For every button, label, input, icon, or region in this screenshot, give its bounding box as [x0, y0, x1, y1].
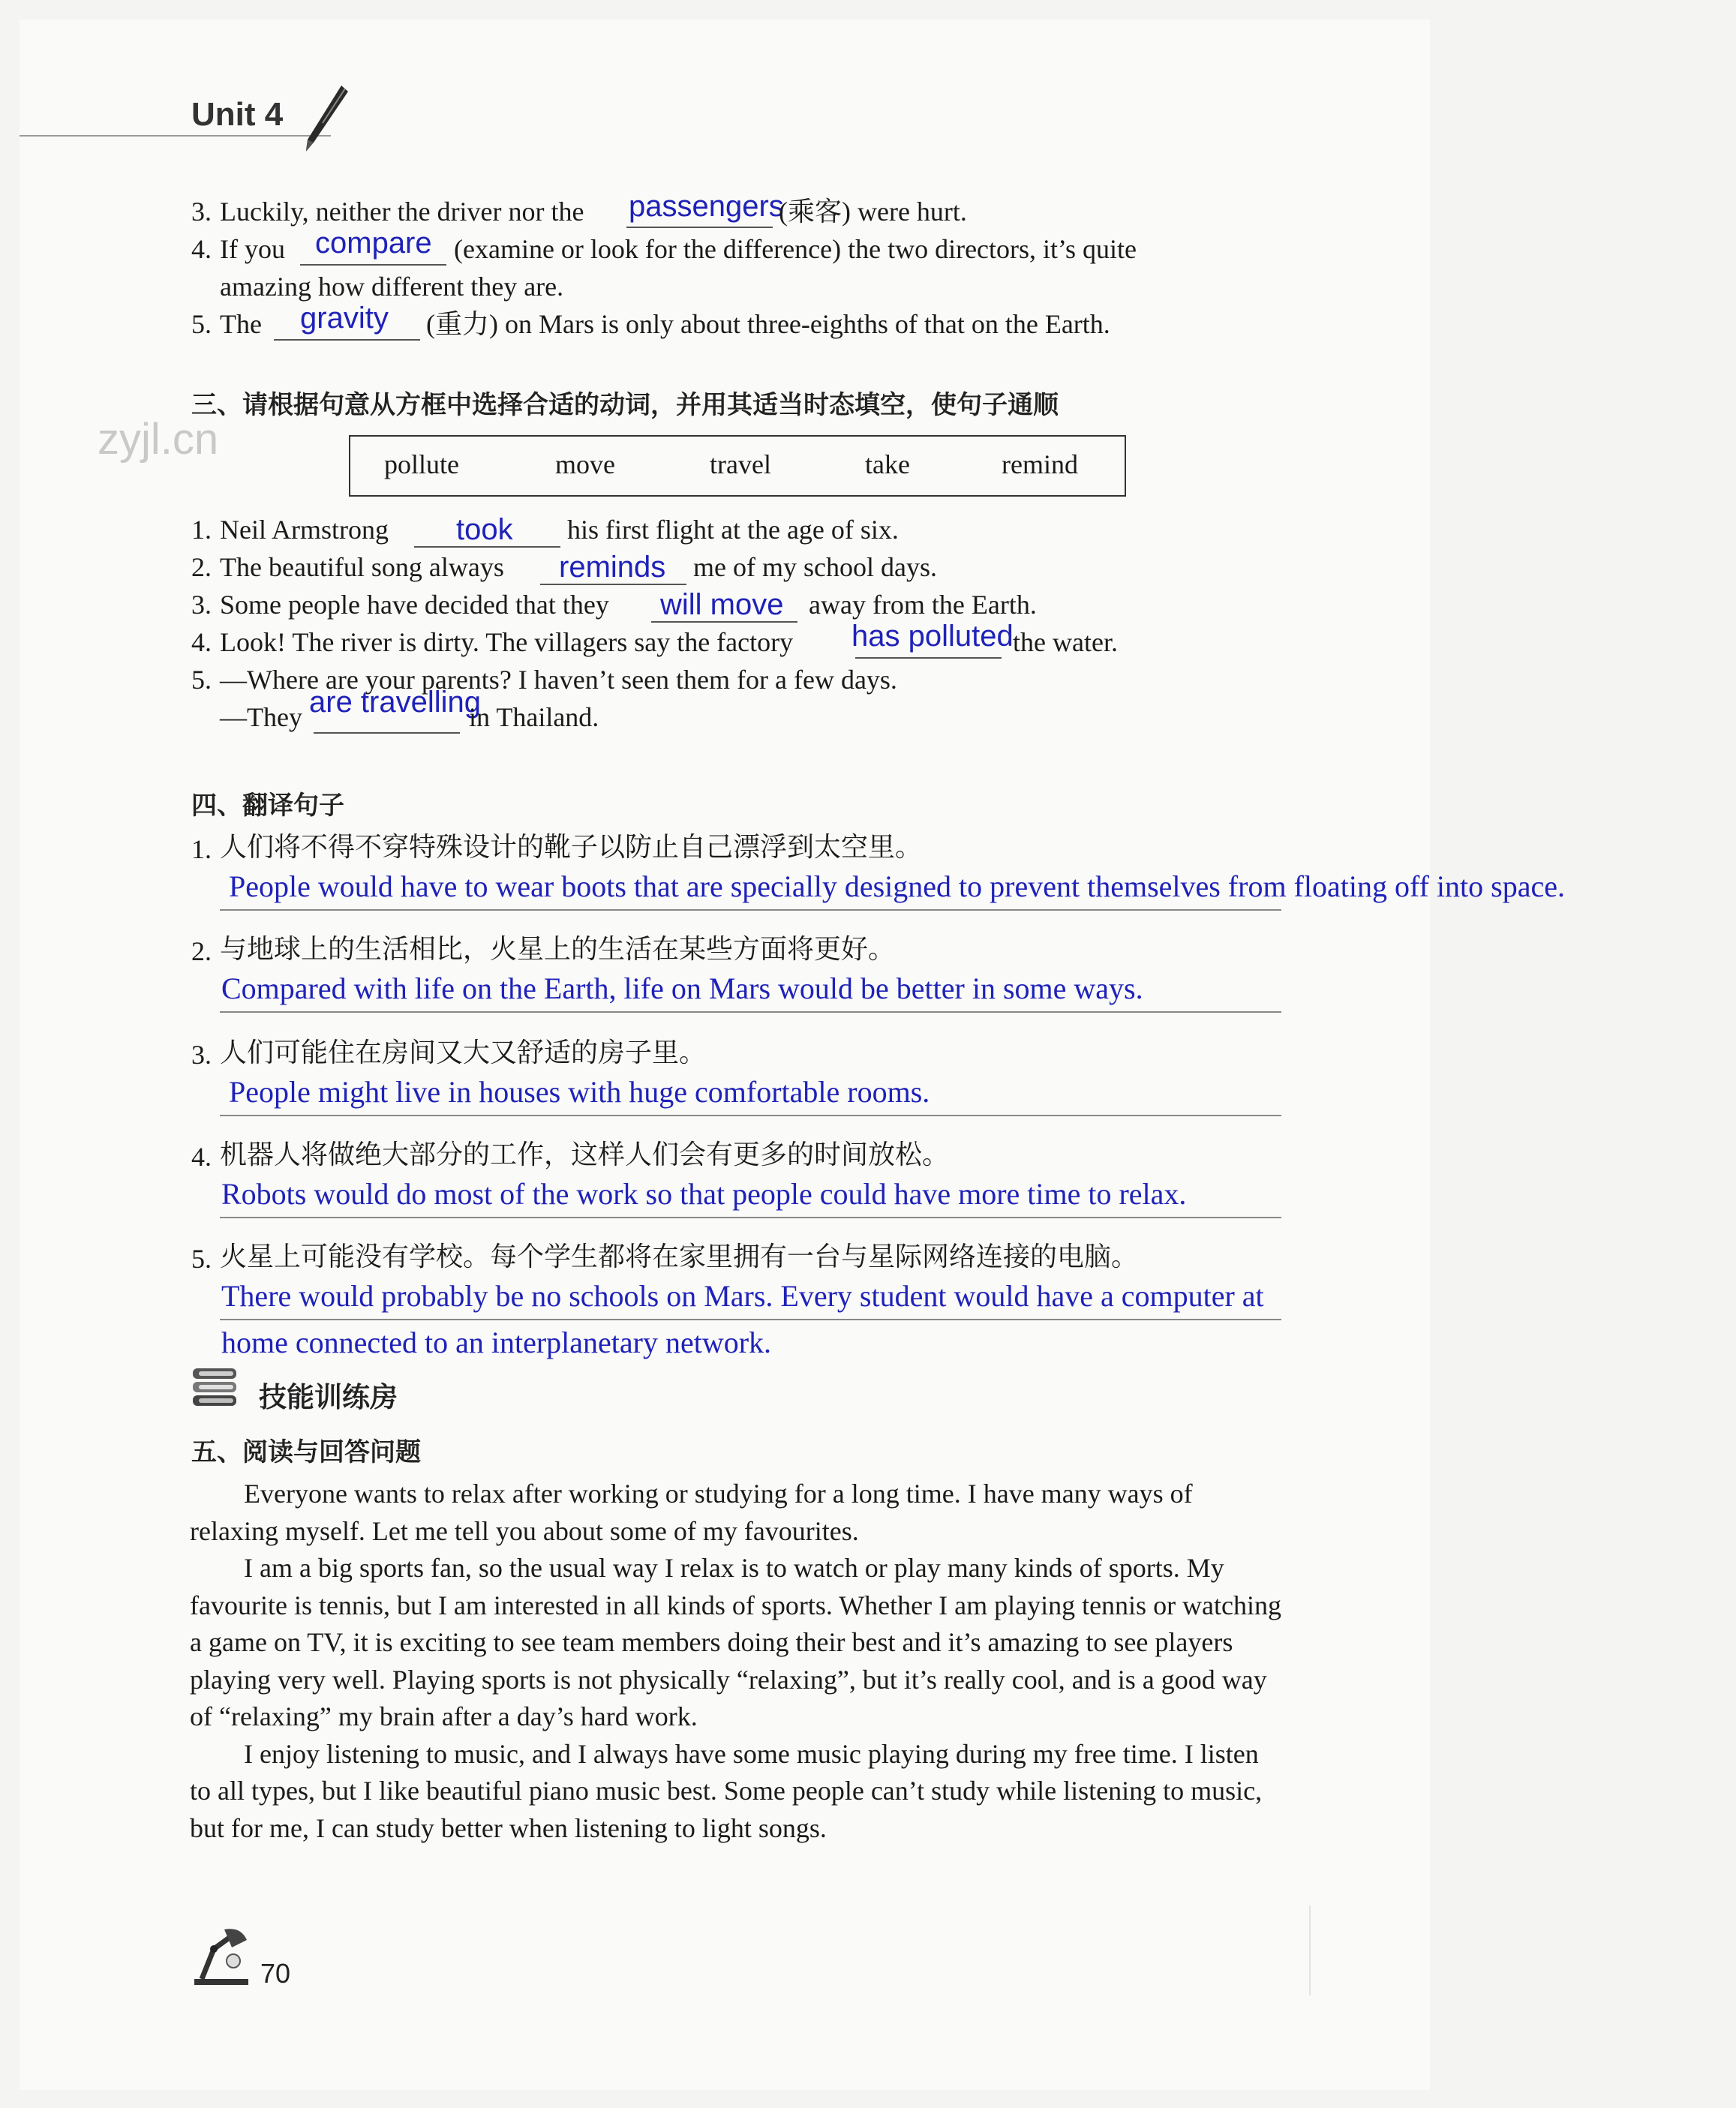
s3-item2-num: 2. [191, 552, 212, 582]
s3-item5-blank [314, 732, 460, 734]
s4-item3-num: 3. [191, 1040, 212, 1070]
s3-item1-before: Neil Armstrong [220, 515, 389, 545]
s2-item4-before: If you [220, 234, 285, 264]
s4-item3-line [220, 1115, 1281, 1116]
s4-item5-answer: There would probably be no schools on Mars. Every student would have a computer at [221, 1279, 1264, 1313]
s4-item2-line [220, 1011, 1281, 1013]
s3-item5-before: —They [220, 702, 302, 732]
s4-item5-prompt: 火星上可能没有学校。每个学生都将在家里拥有一台与星际网络连接的电脑。 [220, 1242, 1139, 1272]
s3-item4-num: 4. [191, 627, 212, 657]
section4-heading: 四、翻译句子 [191, 791, 344, 821]
s2-item5-answer: gravity [300, 302, 389, 335]
s4-item5-num: 5. [191, 1244, 212, 1274]
s4-item5-answer-line2: home connected to an interplanetary network. [221, 1326, 772, 1359]
word-box-item: take [865, 449, 910, 479]
s4-item5-line [220, 1319, 1281, 1320]
s2-item5-blank [274, 339, 420, 341]
unit-title: Unit 4 [191, 96, 284, 133]
pen-icon [300, 83, 353, 158]
s2-item4-blank [300, 264, 446, 266]
s4-item4-prompt: 机器人将做绝大部分的工作，这样人们会有更多的时间放松。 [220, 1140, 950, 1170]
s2-item3-num: 3. [191, 197, 212, 227]
section3-heading: 三、请根据句意从方框中选择合适的动词，并用其适当时态填空，使句子通顺 [191, 390, 1059, 420]
s4-item4-num: 4. [191, 1142, 212, 1172]
s4-item1-num: 1. [191, 834, 212, 864]
s2-item5-before: The [220, 309, 262, 339]
s4-item2-num: 2. [191, 936, 212, 966]
s3-item3-answer: will move [660, 588, 784, 621]
s3-item3-blank [651, 621, 797, 623]
passage-paragraph: Everyone wants to relax after working or studying for a long time. I have many ways of relaxing myself. Let me tell you about some of my favourites. [190, 1479, 1193, 1546]
section5-heading: 五、阅读与回答问题 [191, 1437, 421, 1467]
s3-item2-before: The beautiful song always [220, 552, 504, 582]
s4-item1-prompt: 人们将不得不穿特殊设计的靴子以防止自己漂浮到太空里。 [220, 832, 923, 863]
s2-item3-blank [626, 227, 773, 228]
s4-item3-answer: People might live in houses with huge comfortable rooms. [229, 1075, 930, 1109]
passage-paragraph: I enjoy listening to music, and I always have some music playing during my free time. I listen to all types, but I like beautiful piano music best. Some people can’t study while listening to music, but for me, I can study better when listening to light songs. [190, 1738, 1263, 1843]
word-box-item: move [555, 449, 615, 479]
word-box-item: pollute [384, 449, 459, 479]
s4-item2-answer: Compared with life on the Earth, life on Mars would be better in some ways. [221, 971, 1143, 1005]
s2-item4-answer: compare [315, 227, 432, 260]
s3-item2-after: me of my school days. [693, 552, 937, 582]
s3-item4-blank [855, 657, 1002, 659]
word-box-item: remind [1002, 449, 1078, 479]
desk-lamp-icon [191, 1926, 253, 1986]
s3-item4-after: the water. [1013, 627, 1118, 657]
s3-item2-blank [540, 584, 686, 585]
s2-item3-before: Luckily, neither the driver nor the [220, 197, 584, 227]
s4-item1-line [220, 909, 1281, 911]
s3-item5-after: in Thailand. [469, 702, 599, 732]
s2-item4-line2: amazing how different they are. [220, 272, 564, 302]
s4-item2-prompt: 与地球上的生活相比，火星上的生活在某些方面将更好。 [220, 934, 896, 965]
s2-item3-after: (乘客) were hurt. [779, 197, 967, 227]
s2-item5-after: (重力) on Mars is only about three-eighths of that on the Earth. [426, 309, 1110, 339]
s3-item1-blank [414, 546, 560, 548]
s3-item3-after: away from the Earth. [809, 590, 1037, 620]
s3-item5-answer: are travelling [309, 686, 482, 719]
s3-item4-before: Look! The river is dirty. The villagers say the factory [220, 627, 794, 657]
s3-item1-num: 1. [191, 515, 212, 545]
s3-item3-num: 3. [191, 590, 212, 620]
s4-item3-prompt: 人们可能住在房间又大又舒适的房子里。 [220, 1037, 707, 1068]
s4-item4-answer: Robots would do most of the work so that people could have more time to relax. [221, 1177, 1187, 1211]
passage-paragraph: I am a big sports fan, so the usual way I relax is to watch or play many kinds of sports. My favourite is tennis, but I am interested in all kinds of sports. Whether I am playing tennis or watching a game on TV, it is exciting to see team members doing their best and it’s amazing to see players playing very well. Playing sports is not physically “relaxing”, but it’s really cool, and is a good way of “relaxing” my brain after a day’s hard work. [190, 1553, 1282, 1731]
word-box-item: travel [710, 449, 771, 479]
s3-item4-answer: has polluted [851, 620, 1014, 653]
page-number: 70 [260, 1958, 291, 1989]
s3-item5-question: —Where are your parents? I haven’t seen them for a few days. [220, 665, 897, 695]
reading-passage [190, 1476, 1285, 1847]
s3-item2-answer: reminds [559, 551, 666, 584]
skills-title: 技能训练房 [259, 1381, 398, 1413]
s3-item1-after: his first flight at the age of six. [567, 515, 899, 545]
s2-item4-num: 4. [191, 234, 212, 264]
s4-item4-line [220, 1217, 1281, 1218]
s3-item5-num: 5. [191, 665, 212, 695]
s2-item4-after: (examine or look for the difference) the two directors, it’s quite [454, 234, 1137, 264]
s3-item1-answer: took [456, 513, 513, 546]
s2-item3-answer: passengers [629, 190, 784, 223]
s2-item5-num: 5. [191, 309, 212, 339]
page-edge [1309, 1905, 1311, 1995]
s4-item1-answer: People would have to wear boots that are specially designed to prevent themselves from floating off into space. [229, 869, 1565, 903]
watermark: zyjl.cn [98, 415, 219, 464]
header-rule [20, 135, 331, 137]
s3-item3-before: Some people have decided that they [220, 590, 609, 620]
books-icon [191, 1365, 239, 1409]
